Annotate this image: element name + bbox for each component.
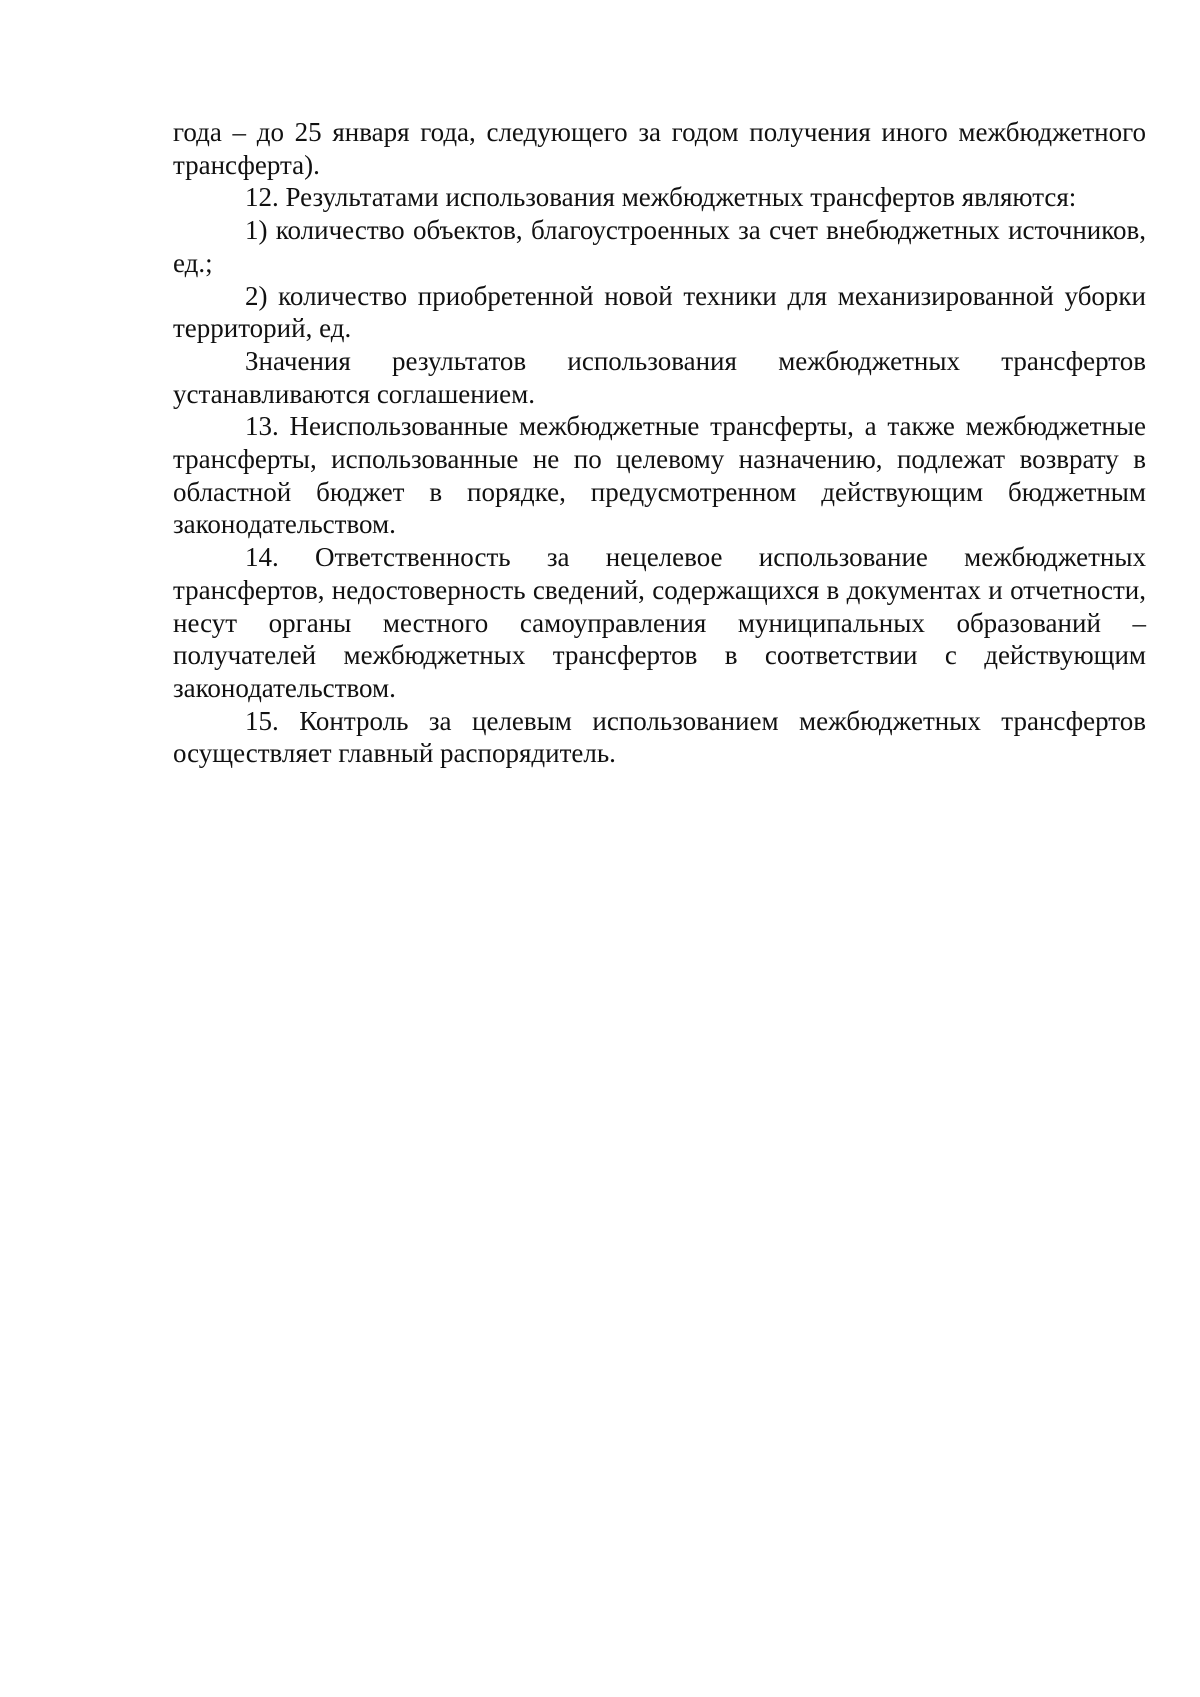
paragraph-continuation: года – до 25 января года, следующего за годом получения иного межбюджетного трансферта).	[173, 117, 1146, 180]
paragraph-item-15: 15. Контроль за целевым использованием межбюджетных трансфертов осуществляет главный распорядитель.	[173, 705, 1146, 769]
document-body	[173, 116, 1146, 770]
paragraph-item-14: 14. Ответственность за нецелевое использование межбюджетных трансфертов, недостоверность сведений, содержащихся в документах и отчетности, несут органы местного самоуправления муниципальных образований – получателей межбюджетных трансфертов в соответствии с действующим законодательством.	[173, 542, 1146, 703]
paragraph-subitem-2: 2) количество приобретенной новой техники для механизированной уборки территорий, ед.	[173, 280, 1146, 344]
paragraph-subitem-1: 1) количество объектов, благоустроенных за счет внебюджетных источников, ед.;	[173, 215, 1146, 278]
paragraph-item-12: 12. Результатами использования межбюджетных трансфертов являются:	[245, 182, 1077, 213]
paragraph-item-13: 13. Неиспользованные межбюджетные трансферты, а также межбюджетные трансферты, использованные не по целевому назначению, подлежат возврату в областной бюджет в порядке, предусмотренном действующим бюджетным законодательством.	[173, 411, 1146, 540]
paragraph-result-values: Значения результатов использования межбюджетных трансфертов устанавливаются соглашением.	[173, 345, 1146, 409]
